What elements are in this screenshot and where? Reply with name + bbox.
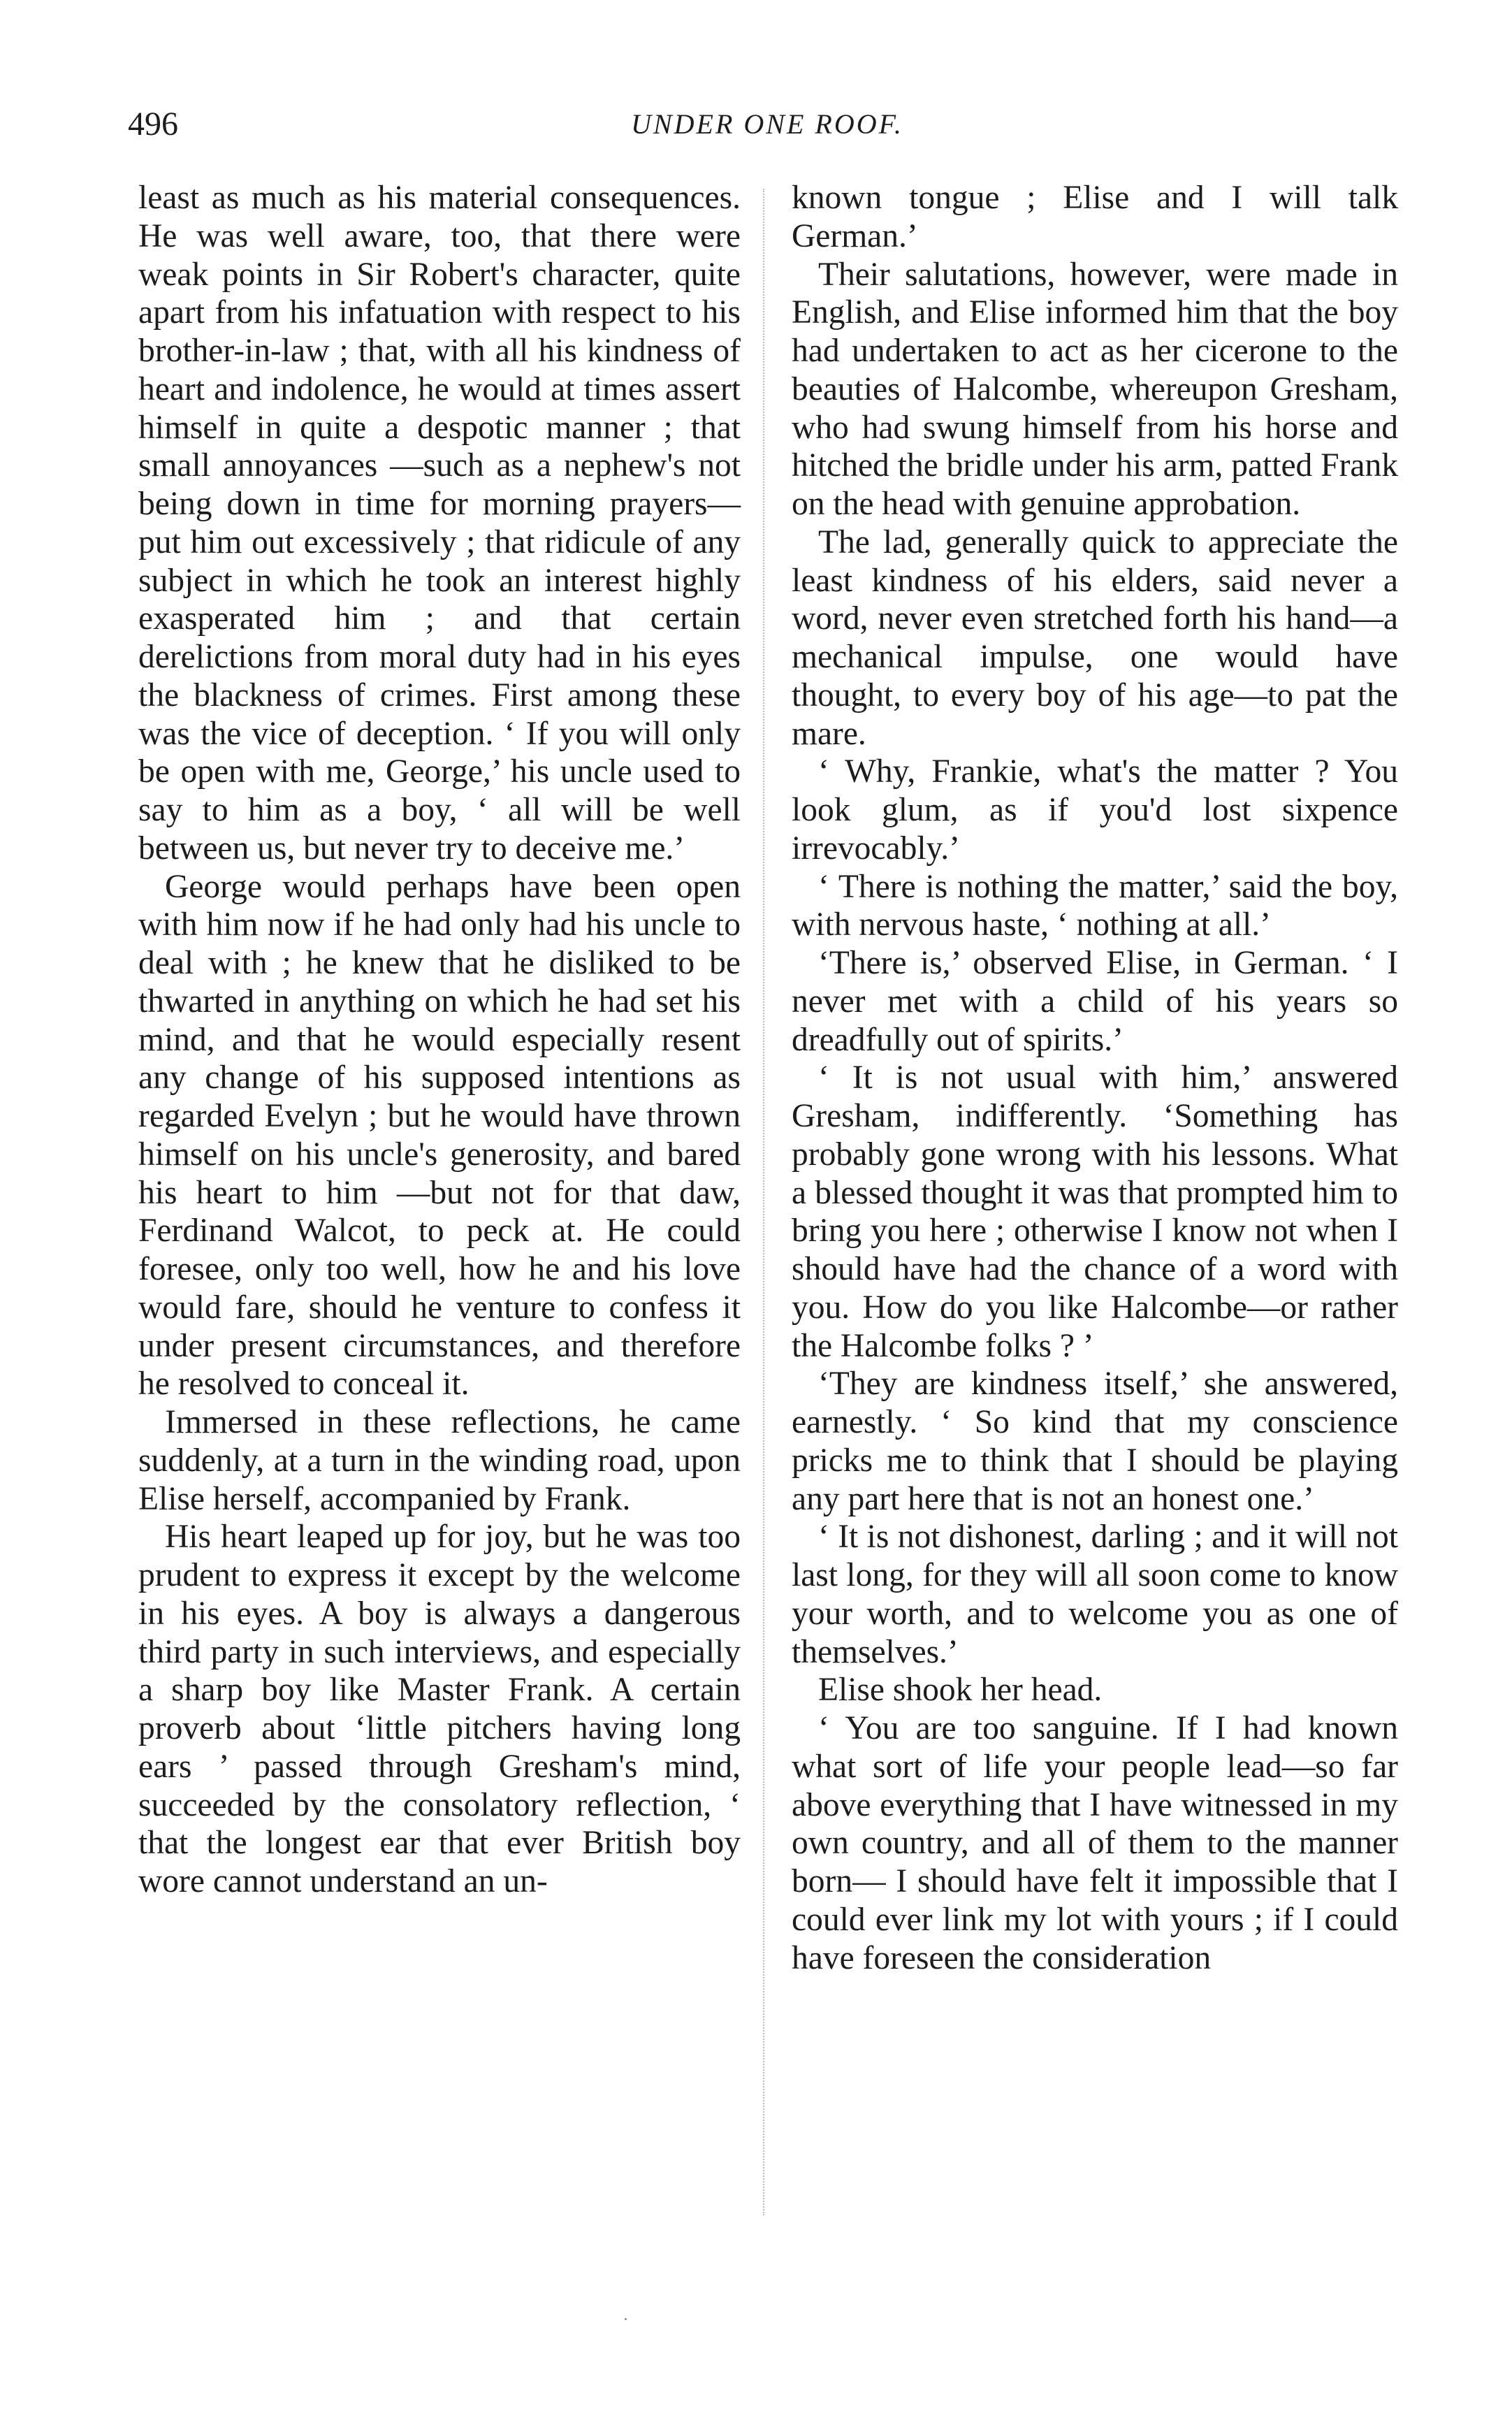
paragraph: ‘ You are too sanguine. If I had known what sort of life your people lead—so far above everything that I have witnessed in my own country, and all of them to the manner born— I should have felt it impossible that I could ever link my lot with yours ; if I could have foreseen the consideration	[792, 1710, 1398, 1976]
paragraph: ‘ There is nothing the matter,’ said the boy, with nervous haste, ‘ nothing at all.’	[792, 868, 1398, 943]
paragraph: ‘They are kindness itself,’ she answered, earnestly. ‘ So kind that my conscience pricks me to think that I should be playing any part here that is not an honest one.’	[792, 1366, 1398, 1517]
paragraph: known tongue ; Elise and I will talk German.’	[792, 180, 1398, 254]
paragraph: Immersed in these reflections, he came suddenly, at a turn in the winding road, upon Elise herself, accompanied by Frank.	[138, 1404, 741, 1517]
paragraph: Their salutations, however, were made in English, and Elise informed him that the boy had undertaken to act as her cicerone to the beauties of Halcombe, whereupon Gresham, who had swung himself from his horse and hitched the bridle under his arm, patted Frank on the head with genuine approbation.	[792, 256, 1398, 522]
running-title: UNDER ONE ROOF.	[631, 108, 903, 140]
paragraph: His heart leaped up for joy, but he was too prudent to express it except by the welcome in his eyes. A boy is always a dangerous third party in such interviews, and especially a sharp boy like Master Frank. A certain proverb about ‘little pitchers having long ears ’ passed through Gresham's mind, succeeded by the consolatory reflection, ‘ that the longest ear that ever British boy wore cannot understand an un-	[138, 1519, 741, 1899]
page-header	[128, 105, 1406, 147]
paragraph: George would perhaps have been open with him now if he had only had his uncle to deal with ; he knew that he disliked to be thwarted in anything on which he had set his mind, and that he would especially resent any change of his supposed intentions as regarded Evelyn ; but he would have thrown himself on his uncle's generosity, and bared his heart to him —but not for that daw, Ferdinand Walcot, to peck at. He could foresee, only too well, how he and his love would fare, should he venture to confess it under present circumstances, and therefore he resolved to conceal it.	[138, 868, 741, 1403]
left-column	[138, 179, 741, 1901]
paragraph: The lad, generally quick to appreciate the least kindness of his elders, said never a word, never even stretched forth his hand—a mechanical impulse, one would have thought, to every boy of his age—to pat the mare.	[792, 523, 1398, 752]
ink-speck	[625, 2318, 627, 2320]
column-divider	[763, 189, 764, 2215]
page-number: 496	[128, 106, 178, 143]
paragraph: ‘ It is not dishonest, darling ; and it will not last long, for they will all soon come to know your worth, and to welcome you as one of themselves.’	[792, 1519, 1398, 1670]
paragraph: ‘There is,’ observed Elise, in German. ‘ I never met with a child of his years so dreadfully out of spirits.’	[792, 945, 1398, 1058]
paragraph: Elise shook her head.	[818, 1672, 1103, 1709]
right-column	[792, 179, 1398, 1977]
paragraph: ‘ Why, Frankie, what's the matter ? You look glum, as if you'd lost sixpence irrevocably.’	[792, 753, 1398, 867]
paragraph: least as much as his material consequences. He was well aware, too, that there were weak points in Sir Robert's character, quite apart from his infatuation with respect to his brother-in-law ; that, with all his kindness of heart and indolence, he would at times assert himself in quite a despotic manner ; that small annoyances —such as a nephew's not being down in time for morning prayers—put him out excessively ; that ridicule of any subject in which he took an interest highly exasperated him ; and that certain derelictions from moral duty had in his eyes the blackness of crimes. First among these was the vice of deception. ‘ If you will only be open with me, George,’ his uncle used to say to him as a boy, ‘ all will be well between us, but never try to deceive me.’	[138, 180, 741, 867]
paragraph: ‘ It is not usual with him,’ answered Gresham, indifferently. ‘Something has probably gone wrong with his lessons. What a blessed thought it was that prompted him to bring you here ; otherwise I know not when I should have had the chance of a word with you. How do you like Halcombe—or rather the Halcombe folks ? ’	[792, 1059, 1398, 1364]
